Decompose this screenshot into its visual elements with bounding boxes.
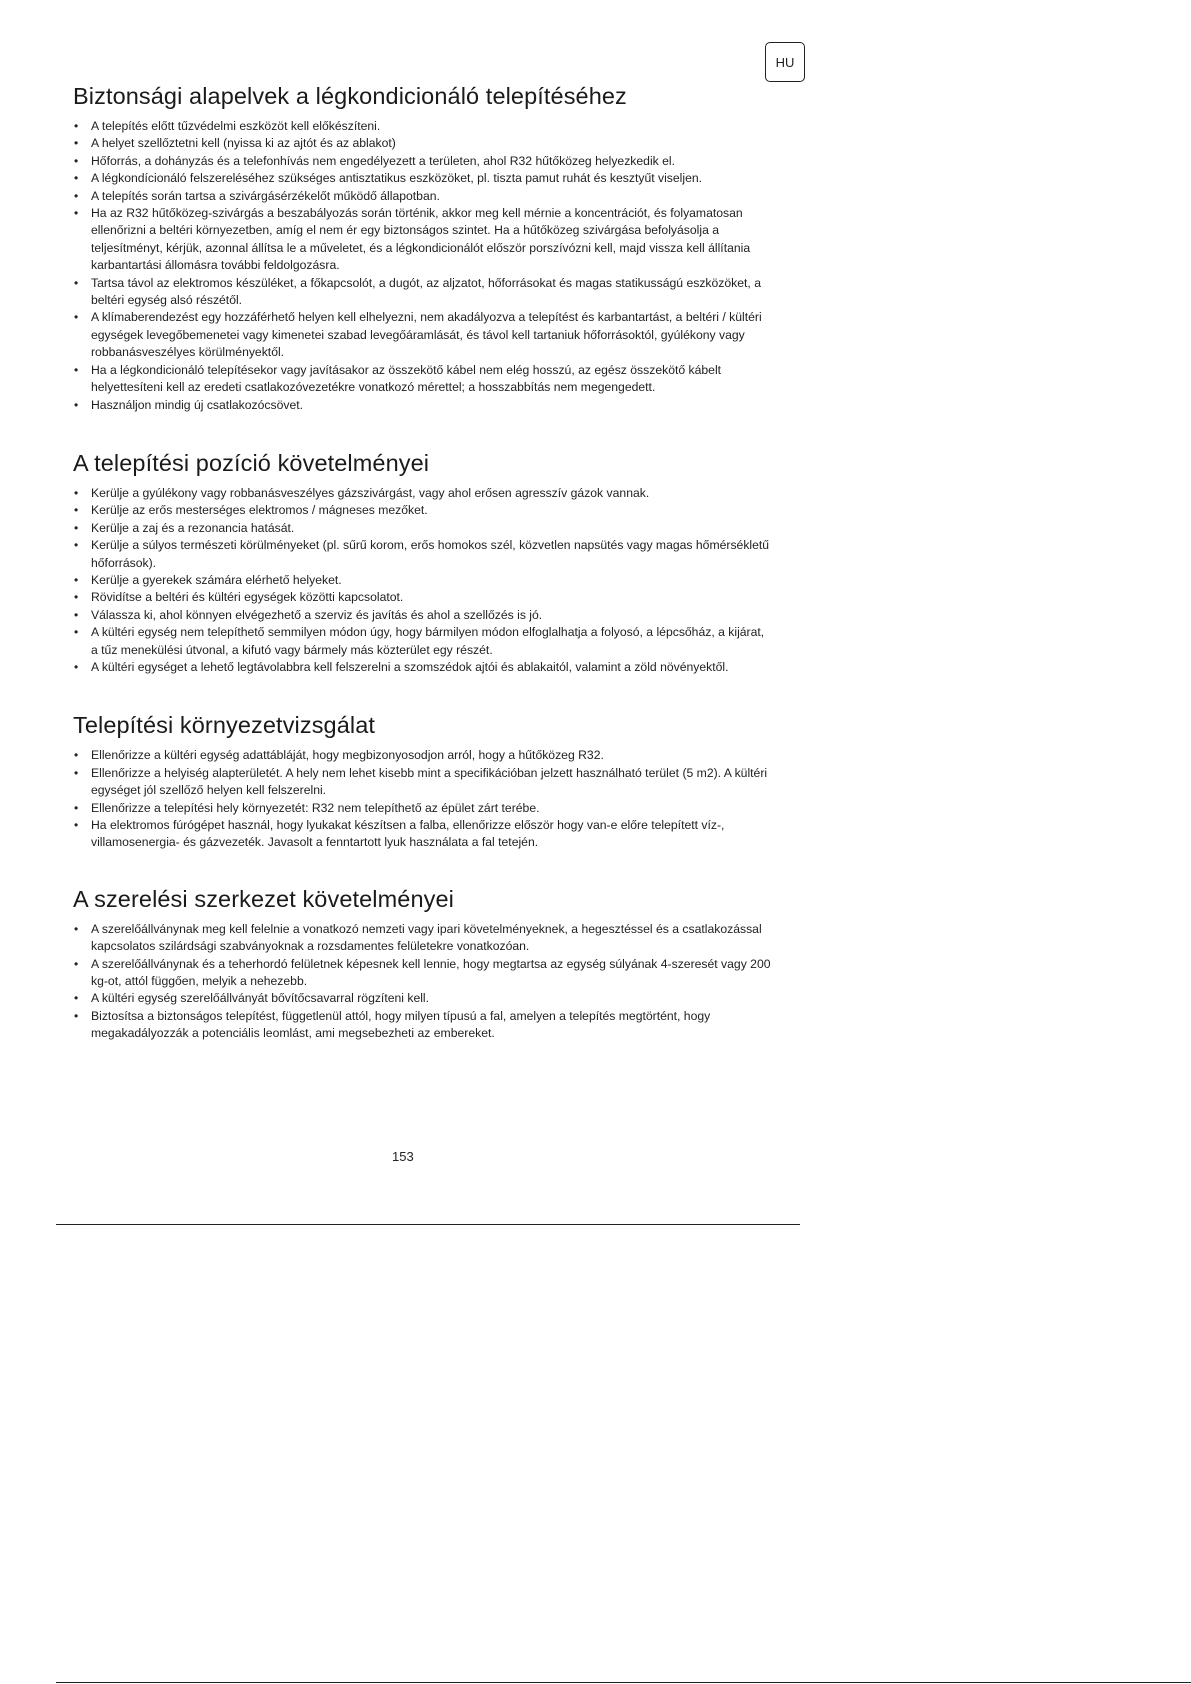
section-installation-position	[73, 450, 773, 676]
document-body	[73, 83, 773, 1077]
list-item: • Kerülje a súlyos természeti körülményeket (pl. sűrű korom, erős homokos szél, közvetlen napsütés vagy magas hőmérsékletű hőforrások).	[73, 537, 773, 572]
section-environment-check	[73, 712, 773, 851]
list-item: • Válassza ki, ahol könnyen elvégezhető a szerviz és javítás és ahol a szellőzés is jó.	[73, 607, 773, 624]
divider	[56, 1682, 1191, 1683]
section-title: Telepítési környezetvizsgálat	[73, 712, 376, 739]
list-item: • Kerülje az erős mesterséges elektromos / mágneses mezőket.	[73, 502, 773, 519]
list-item: • Ha a légkondicionáló telepítésekor vagy javításakor az összekötő kábel nem elég hosszú, az egész összekötő kábelt helyettesíteni kell az eredeti csatlakozóvezetékre vonatkozó mérettel; a hosszabbítás nem megengedett.	[73, 362, 773, 397]
section-title: A telepítési pozíció követelményei	[73, 449, 430, 476]
list-item: • Használjon mindig új csatlakozócsövet.	[73, 397, 773, 414]
list-item: • A telepítés előtt tűzvédelmi eszközöt kell előkészíteni.	[73, 118, 773, 135]
list-item: • Kerülje a gyúlékony vagy robbanásveszélyes gázszivárgást, vagy ahol erősen agresszív gázok vannak.	[73, 485, 773, 502]
list-item: • Ellenőrizze a telepítési hely környezetét: R32 nem telepíthető az épület zárt terébe.	[73, 800, 773, 817]
section-title: Biztonsági alapelvek a légkondicionáló telepítéséhez	[73, 83, 627, 109]
list-item: • Ha elektromos fúrógépet használ, hogy lyukakat készítsen a falba, ellenőrizze először hogy van-e előre telepített víz-, villamosenergia- és gázvezeték. Javasolt a fenntartott lyuk használata a fal tetején.	[73, 817, 773, 852]
list-item: • A kültéri egység szerelőállványát bővítőcsavarral rögzíteni kell.	[73, 990, 773, 1007]
list-item: • A kültéri egység nem telepíthető semmilyen módon úgy, hogy bármilyen módon elfoglalhatja a folyosó, a lépcsőház, a kijárat, a tűz menekülési útvonal, a kifutó vagy bármely más közterület egy részét.	[73, 624, 773, 659]
page-number: 153	[392, 1149, 414, 1164]
section-safety-principles	[73, 83, 773, 414]
list-item: • A légkondícionáló felszereléséhez szükséges antisztatikus eszközöket, pl. tiszta pamut ruhát és kesztyűt viseljen.	[73, 170, 773, 187]
list-item: • A telepítés során tartsa a szivárgásérzékelőt működő állapotban.	[73, 188, 773, 205]
divider	[56, 1224, 800, 1225]
list-item: • Biztosítsa a biztonságos telepítést, függetlenül attól, hogy milyen típusú a fal, amelyen a telepítés megtörtént, hogy megakadályozzák a potenciális leomlást, ami megsebezheti az embereket.	[73, 1008, 773, 1043]
section-mounting-structure	[73, 886, 773, 1043]
list-item: • Hőforrás, a dohányzás és a telefonhívás nem engedélyezett a területen, ahol R32 hűtőközeg helyezkedik el.	[73, 153, 773, 170]
bullet-list	[73, 485, 773, 676]
list-item: • Rövidítse a beltéri és kültéri egységek közötti kapcsolatot.	[73, 589, 773, 606]
language-badge: HU	[765, 42, 805, 82]
list-item: • Ha az R32 hűtőközeg-szivárgás a beszabályozás során történik, akkor meg kell mérnie a koncentrációt, és folyamatosan ellenőrizni a beltéri környezetben, amíg el nem ér egy biztonságos szintet. Ha a hűtőközeg szivárgása befolyásolja a teljesítményt, kérjük, azonnal állítsa le a műveletet, és a légkondicionálót először porszívózni kell, majd vissza kell állítania karbantartási állomásra további feldolgozásra.	[73, 205, 773, 275]
list-item: • A helyet szellőztetni kell (nyissa ki az ajtót és az ablakot)	[73, 135, 773, 152]
list-item: • Kerülje a zaj és a rezonancia hatását.	[73, 520, 773, 537]
bullet-list	[73, 921, 773, 1043]
list-item: • A szerelőállványnak és a teherhordó felületnek képesnek kell lennie, hogy megtartsa az egység súlyának 4-szeresét vagy 200 kg-ot, attól függően, melyik a nehezebb.	[73, 956, 773, 991]
list-item: • Ellenőrizze a helyiség alapterületét. A hely nem lehet kisebb mint a specifikációban jelzett használható terület (5 m2). A kültéri egységet jól szellőző helyen kell felszerelni.	[73, 765, 773, 800]
list-item: • A kültéri egységet a lehető legtávolabbra kell felszerelni a szomszédok ajtói és ablakaitól, valamint a zöld növényektől.	[73, 659, 773, 676]
list-item: • A szerelőállványnak meg kell felelnie a vonatkozó nemzeti vagy ipari követelményeknek, a hegesztéssel és a csatlakozással kapcsolatos szilárdsági szabványoknak a rozsdamentes felületekre vonatkozóan.	[73, 921, 773, 956]
list-item: • A klímaberendezést egy hozzáférhető helyen kell elhelyezni, nem akadályozva a telepítést és karbantartást, a beltéri / kültéri egységek levegőbemenetei vagy kimenetei szabad levegőáramlását, és távol kell tartaniuk hőforrásoktól, gyúlékony vagy robbanásveszélyes körülményektől.	[73, 309, 773, 361]
list-item: • Kerülje a gyerekek számára elérhető helyeket.	[73, 572, 773, 589]
list-item: • Tartsa távol az elektromos készüléket, a főkapcsolót, a dugót, az aljzatot, hőforrásokat és magas statikusságú eszközöket, a beltéri egység alsó részétől.	[73, 275, 773, 310]
list-item: • Ellenőrizze a kültéri egység adattábláját, hogy megbizonyosodjon arról, hogy a hűtőközeg R32.	[73, 747, 773, 764]
bullet-list	[73, 118, 773, 414]
bullet-list	[73, 747, 773, 851]
section-title: A szerelési szerkezet követelményei	[73, 885, 454, 912]
